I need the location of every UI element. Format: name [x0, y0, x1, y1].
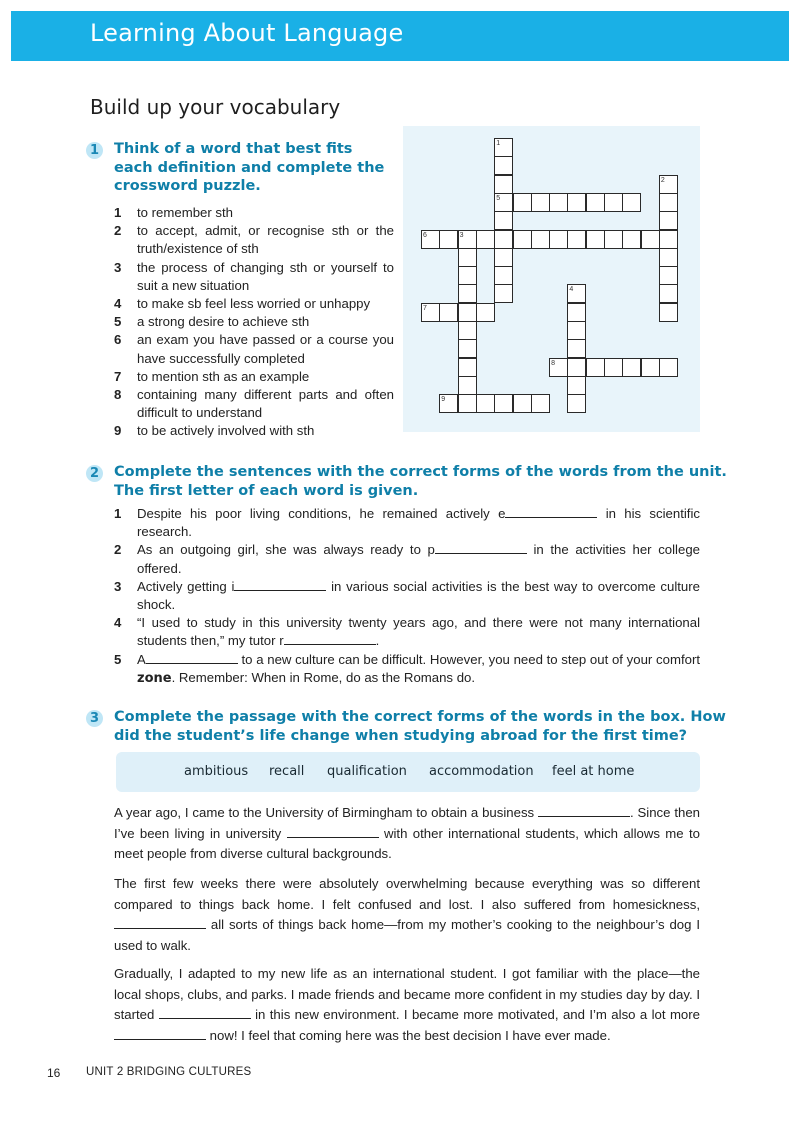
answer-blank[interactable]	[505, 506, 597, 518]
definition-text: to make sb feel less worried or unhappy	[137, 296, 371, 312]
definition-item	[114, 386, 394, 422]
definition-number: 3	[114, 259, 122, 275]
definition-number: 7	[114, 368, 122, 384]
sentence-item	[114, 614, 700, 650]
instruction-line: The first letter of each word is given.	[114, 482, 419, 499]
crossword-cell[interactable]	[513, 193, 532, 212]
crossword-cell[interactable]	[604, 358, 623, 377]
crossword-cell[interactable]	[476, 230, 495, 249]
crossword-clue-number: 3	[459, 231, 464, 239]
answer-blank[interactable]	[287, 826, 379, 838]
passage-text: A year ago, I came to the University of Birmingham to obtain a business	[114, 805, 538, 820]
crossword-cell[interactable]	[622, 230, 641, 249]
crossword-cell[interactable]	[476, 394, 495, 413]
sentence-text: . Remember: When in Rome, do as the Romans do.	[171, 669, 476, 685]
sentence-number: 1	[114, 506, 122, 521]
definition-item	[114, 313, 394, 331]
crossword-cell[interactable]	[659, 230, 678, 249]
sentence-item	[114, 505, 700, 541]
crossword-cell[interactable]	[604, 193, 623, 212]
crossword-cell[interactable]	[513, 230, 532, 249]
crossword-cell[interactable]	[567, 394, 586, 413]
sentence-text: in various social activities is the best way to overcome culture shock.	[137, 578, 700, 613]
definition-number: 2	[114, 223, 122, 239]
sentence-text: .	[375, 633, 380, 649]
sentence-item	[114, 651, 700, 688]
crossword-cell[interactable]	[641, 358, 660, 377]
crossword-cell[interactable]	[659, 248, 678, 267]
definition-text: to mention sth as an example	[137, 368, 310, 384]
keyword: zone	[137, 670, 172, 686]
word-box	[116, 752, 700, 792]
sentence-list	[114, 505, 700, 688]
crossword-cell[interactable]	[494, 248, 513, 267]
word-box-item: ambitious	[184, 764, 249, 779]
crossword-cell[interactable]	[567, 376, 586, 395]
crossword-cell[interactable]	[659, 193, 678, 212]
definition-number: 5	[114, 314, 122, 330]
crossword-cell[interactable]	[458, 358, 477, 377]
crossword-cell[interactable]	[513, 394, 532, 413]
instruction-line: did the student’s life change when studying abroad for the first time?	[114, 727, 688, 744]
instruction-line: Complete the passage with the correct forms of the words in the box. How	[114, 709, 726, 725]
definition-text: containing many different parts and often difficult to understand	[137, 387, 394, 421]
sentence-item	[114, 578, 700, 614]
crossword-cell[interactable]	[531, 193, 550, 212]
sentence-text: Actively getting i	[137, 578, 235, 594]
definition-item	[114, 422, 394, 440]
definition-item	[114, 368, 394, 386]
crossword-cell[interactable]	[622, 358, 641, 377]
unit-label: UNIT 2 BRIDGING CULTURES	[86, 1066, 252, 1078]
sentence-text: in his scientific research.	[137, 506, 700, 540]
crossword-cell[interactable]	[494, 284, 513, 303]
definition-item	[114, 295, 394, 313]
crossword-cell[interactable]	[494, 175, 513, 194]
section-title: Build up your vocabulary	[90, 95, 341, 119]
instruction-line: crossword puzzle.	[114, 178, 261, 194]
sentence-item	[114, 541, 700, 577]
sentence-number: 5	[114, 651, 122, 667]
instruction-line: Complete the sentences with the correct forms of the words from the unit.	[114, 464, 727, 480]
passage-paragraph	[114, 964, 700, 1046]
crossword-clue-number: 5	[496, 194, 501, 202]
crossword-cell[interactable]	[458, 376, 477, 395]
definition-item	[114, 222, 394, 258]
sentence-text: to a new culture can be difficult. However, you need to step out of your comfort	[237, 651, 700, 667]
passage-paragraph	[114, 803, 700, 865]
definition-item	[114, 259, 394, 295]
crossword-cell[interactable]	[531, 394, 550, 413]
answer-blank[interactable]	[284, 633, 376, 645]
definition-number: 1	[114, 205, 122, 220]
crossword-cell[interactable]	[531, 230, 550, 249]
answer-blank[interactable]	[114, 917, 206, 929]
crossword-cell[interactable]	[494, 394, 513, 413]
header-band	[11, 11, 789, 61]
crossword-cell[interactable]	[458, 394, 477, 413]
sentence-text: As an outgoing girl, she was always ready to p	[137, 542, 435, 558]
exercise-1-instruction	[114, 140, 384, 196]
crossword-cell[interactable]	[586, 193, 605, 212]
definition-item	[114, 331, 394, 367]
crossword-cell[interactable]	[439, 230, 458, 249]
passage-paragraph	[114, 874, 700, 956]
crossword-cell[interactable]	[659, 303, 678, 322]
word-box-item: qualification	[327, 764, 407, 779]
sentence-number: 2	[114, 542, 122, 558]
answer-blank[interactable]	[146, 652, 238, 664]
passage-text: all sorts of things back home—from my mother’s cooking to the neighbour’s dog I used to walk.	[114, 917, 700, 953]
definition-text: an exam you have passed or a course you have successfully completed	[137, 332, 394, 366]
crossword-clue-number: 1	[496, 140, 501, 147]
passage-text: with other international students, which allows me to meet people from diverse cultural backgrounds.	[114, 825, 700, 862]
crossword-cell[interactable]	[622, 193, 641, 212]
answer-blank[interactable]	[234, 579, 326, 591]
sentence-text: in the activities her college offered.	[137, 542, 700, 576]
crossword-cell[interactable]	[439, 303, 458, 322]
crossword-cell[interactable]	[586, 358, 605, 377]
answer-blank[interactable]	[114, 1028, 206, 1040]
definition-list	[114, 204, 394, 441]
crossword-cell[interactable]	[476, 303, 495, 322]
crossword-cell[interactable]	[494, 211, 513, 230]
crossword-cell[interactable]	[567, 358, 586, 377]
crossword-cell[interactable]	[458, 266, 477, 285]
word-box-item: feel at home	[552, 764, 635, 779]
definition-text: to be actively involved with sth	[137, 423, 315, 439]
crossword-cell[interactable]	[567, 303, 586, 322]
instruction-line: Think of a word that best fits	[114, 141, 353, 157]
crossword-clue-number: 9	[441, 396, 446, 404]
exercise-3-instruction	[114, 708, 726, 745]
crossword-cell[interactable]	[567, 339, 586, 358]
passage-text: now! I feel that coming here was the best decision I have ever made.	[206, 1027, 611, 1043]
definition-number: 6	[114, 332, 122, 348]
definition-number: 4	[114, 296, 122, 312]
answer-blank[interactable]	[159, 1007, 251, 1019]
exercise-1-number: 1	[86, 142, 103, 159]
crossword-cell[interactable]	[458, 284, 477, 303]
sentence-text: “I used to study in this university twenty years ago, and there were not many international students then,” my tutor r	[137, 615, 700, 649]
answer-blank[interactable]	[435, 542, 527, 554]
definition-number: 8	[114, 387, 122, 403]
crossword-cell[interactable]	[458, 339, 477, 358]
sentence-number: 4	[114, 615, 122, 631]
sentence-number: 3	[114, 578, 122, 594]
word-box-item: recall	[269, 764, 305, 779]
page-header-title: Learning About Language	[90, 19, 404, 47]
crossword-cell[interactable]	[567, 321, 586, 340]
definition-item	[114, 204, 394, 222]
crossword-clue-number: 7	[423, 304, 427, 312]
crossword-cell[interactable]	[494, 156, 513, 175]
crossword-puzzle	[403, 126, 700, 432]
answer-blank[interactable]	[538, 805, 630, 817]
sentence-text: A	[137, 651, 146, 667]
crossword-cell[interactable]	[567, 193, 586, 212]
exercise-3-number: 3	[86, 710, 103, 727]
definition-number: 9	[114, 423, 122, 439]
crossword-cell[interactable]	[604, 230, 623, 249]
word-box-item: accommodation	[429, 764, 534, 779]
crossword-cell[interactable]	[549, 230, 568, 249]
page-number: 16	[47, 1066, 61, 1080]
definition-text: the process of changing sth or yourself to suit a new situation	[137, 259, 394, 293]
definition-text: to remember sth	[137, 205, 234, 220]
exercise-2-number: 2	[86, 465, 103, 482]
exercise-2-instruction	[114, 463, 727, 500]
instruction-line: each definition and complete the	[114, 159, 385, 176]
crossword-cell[interactable]	[659, 211, 678, 230]
crossword-clue-number: 2	[660, 176, 665, 184]
sentence-text: Despite his poor living conditions, he remained actively e	[137, 506, 506, 521]
definition-text: a strong desire to achieve sth	[137, 314, 310, 330]
crossword-cell[interactable]	[458, 303, 477, 322]
passage-text: The first few weeks there were absolutely overwhelming because everything was so different compared to things back home. I felt confused and lost. I also suffered from homesickness,	[114, 876, 700, 912]
crossword-cell[interactable]	[494, 230, 513, 249]
crossword-cell[interactable]	[659, 266, 678, 285]
crossword-cell[interactable]	[549, 193, 568, 212]
crossword-clue-number: 6	[423, 231, 427, 239]
passage-text: Gradually, I adapted to my new life as an international student. I got familiar with the place—the local shops, clubs, and parks. I made friends and became more confident in my studies day by day. I started	[114, 966, 700, 1023]
crossword-clue-number: 4	[569, 286, 574, 294]
passage-text: . Since then I’ve been living in university	[114, 805, 700, 841]
definition-text: to accept, admit, or recognise sth or the truth/existence of sth	[137, 223, 394, 257]
crossword-cell[interactable]	[567, 230, 586, 249]
crossword-cell[interactable]	[586, 230, 605, 249]
crossword-clue-number: 8	[551, 359, 555, 367]
crossword-cell[interactable]	[458, 321, 477, 340]
crossword-cell[interactable]	[659, 284, 678, 303]
crossword-cell[interactable]	[659, 358, 678, 377]
crossword-cell[interactable]	[458, 248, 477, 267]
crossword-cell[interactable]	[494, 266, 513, 285]
crossword-cell[interactable]	[641, 230, 660, 249]
passage-text: in this new environment. I became more motivated, and I’m also a lot more	[250, 1007, 700, 1023]
